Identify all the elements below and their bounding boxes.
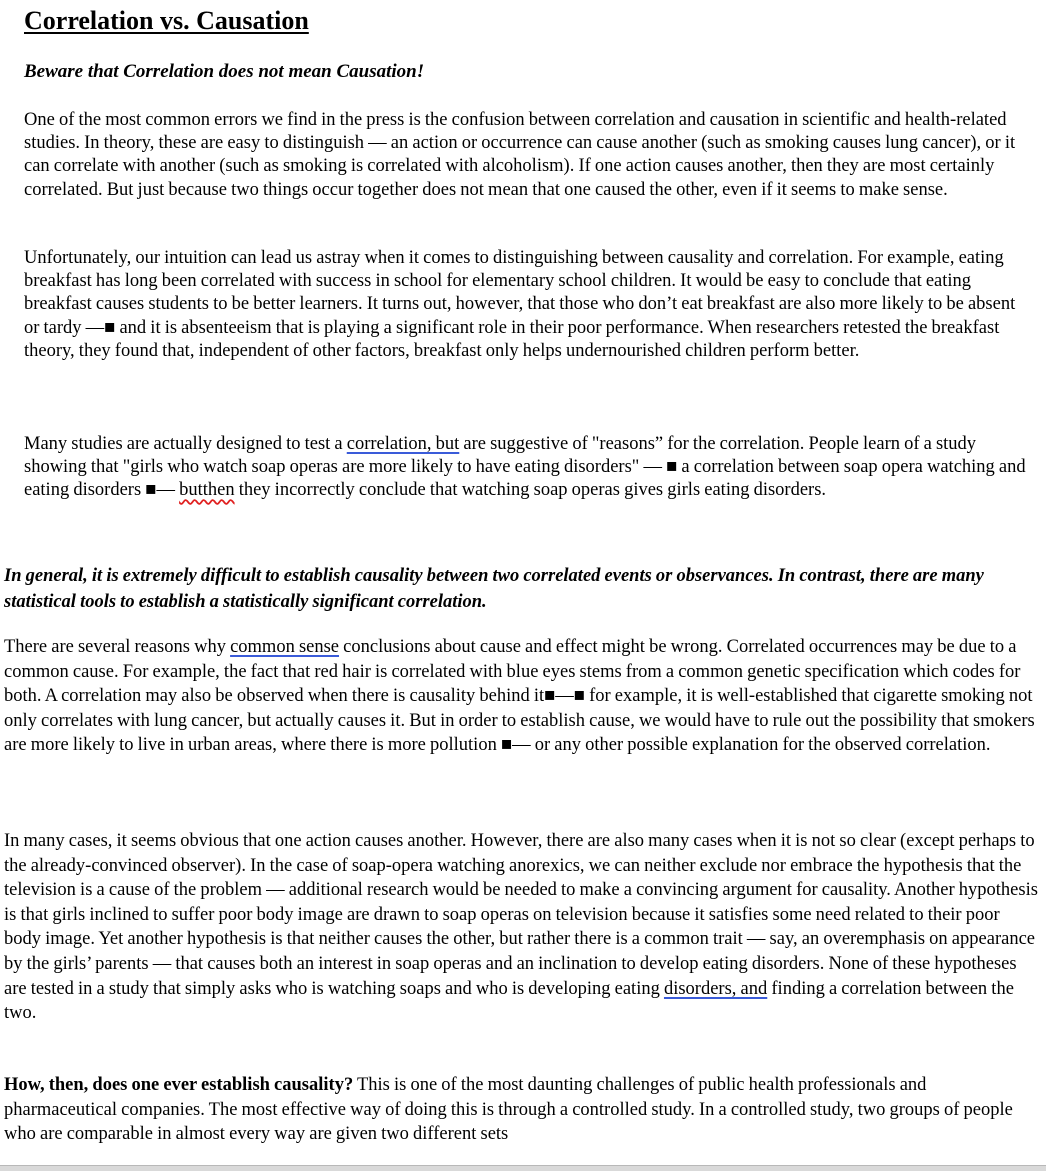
paragraph-common-sense-reasons bbox=[4, 635, 1040, 758]
paragraph-text-segment: There are several reasons why bbox=[4, 637, 231, 657]
document-title: Correlation vs. Causation bbox=[24, 6, 309, 35]
paragraph-intro: One of the most common errors we find in the press is the confusion between correlation and causation in scientific and health-related studies. In theory, these are easy to distinguish — an action or occurrence can cause another (such as smoking causes lung cancer), or it can correlate with another (such as smoking is correlated with alcoholism). If one action causes another, then they are most certainly correlated. But just because two things occur together does not mean that one caused the other, even if it seems to make sense. bbox=[24, 110, 1016, 200]
paragraph-establish-causality bbox=[4, 1073, 1040, 1147]
page-bottom-edge bbox=[0, 1165, 1046, 1171]
paragraph-text-segment: they incorrectly conclude that watching soap operas gives girls eating disorders. bbox=[234, 480, 827, 501]
document-subtitle: Beware that Correlation does not mean Causation! bbox=[24, 61, 425, 82]
paragraph-hypotheses bbox=[4, 829, 1040, 1026]
paragraph-text-segment: finding a correlation between the two. bbox=[4, 978, 1014, 1024]
paragraph-text-segment: In many cases, it seems obvious that one action causes another. However, there are also many cases when it is not so clear (except perhaps to the already-convinced observer). In the case of soap-opera watching anorexics, we can neither exclude nor embrace the hypothesis that the television is a cause of the problem — additional research would be needed to make a convincing argument for causality. Another hypothesis is that girls inclined to suffer poor body image are drawn to soap operas on television because it satisfies some need related to their poor body image. Yet another hypothesis is that neither causes the other, but rather there is a common trait — say, an overemphasis on appearance by the girls’ parents — that causes both an interest in soap operas and an inclination to develop eating disorders. None of these hypotheses are tested in a study that simply asks who is watching soaps and who is developing eating bbox=[4, 831, 1038, 999]
grammar-flag-disorders-and[interactable]: disorders, and bbox=[663, 978, 768, 999]
paragraph-breakfast-example: Unfortunately, our intuition can lead us astray when it comes to distinguishing between causality and correlation. For example, eating breakfast has long been correlated with success in school for elementary school children. It would be easy to conclude that eating breakfast causes students to be better learners. It turns out, however, that those who don’t eat breakfast are also more likely to be absent or tardy —■ and it is absenteeism that is playing a significant role in their poor performance. When researchers retested the breakfast theory, they found that, independent of other factors, breakfast only helps undernourished children perform better. bbox=[24, 248, 1016, 361]
paragraph-text-segment: are suggestive of "reasons” for the correlation. People learn of a study showing that "girls who watch soap operas are more likely to have eating disorders" — ■ a correlation between soap opera watching and eating disorders ■— bbox=[24, 434, 1026, 501]
grammar-flag-correlation-but[interactable]: correlation, but bbox=[346, 434, 460, 454]
grammar-flag-common-sense[interactable]: common sense bbox=[230, 637, 340, 657]
paragraph-text-segment: conclusions about cause and effect might be wrong. Correlated occurrences may be due to a common cause. For example, the fact that red hair is correlated with blue eyes stems from a common genetic specification which codes for both. A correlation may also be observed when there is causality behind it■—■ for example, it is well-established that cigarette smoking not only correlates with lung cancer, but actually causes it. But in order to establish cause, we would have to rule out the possibility that smokers are more likely to live in urban areas, where there is more pollution ■— or any other possible explanation for the observed correlation. bbox=[4, 637, 1035, 756]
paragraph-key-statement: In general, it is extremely difficult to establish causality between two correlated events or observances. In contrast, there are many statistical tools to establish a statistically significant correlation. bbox=[4, 566, 984, 612]
spelling-flag-butthen[interactable]: butthen bbox=[179, 480, 235, 501]
paragraph-soap-opera-study bbox=[24, 433, 1034, 503]
paragraph-text-segment: This is one of the most daunting challenges of public health professionals and pharmaceutical companies. The most effective way of doing this is through a controlled study. In a controlled study, two groups of people who are comparable in almost every way are given two different sets bbox=[4, 1075, 1013, 1145]
paragraph-lead-question: How, then, does one ever establish causality? bbox=[4, 1075, 354, 1095]
paragraph-text-segment: Many studies are actually designed to test a bbox=[24, 434, 347, 454]
